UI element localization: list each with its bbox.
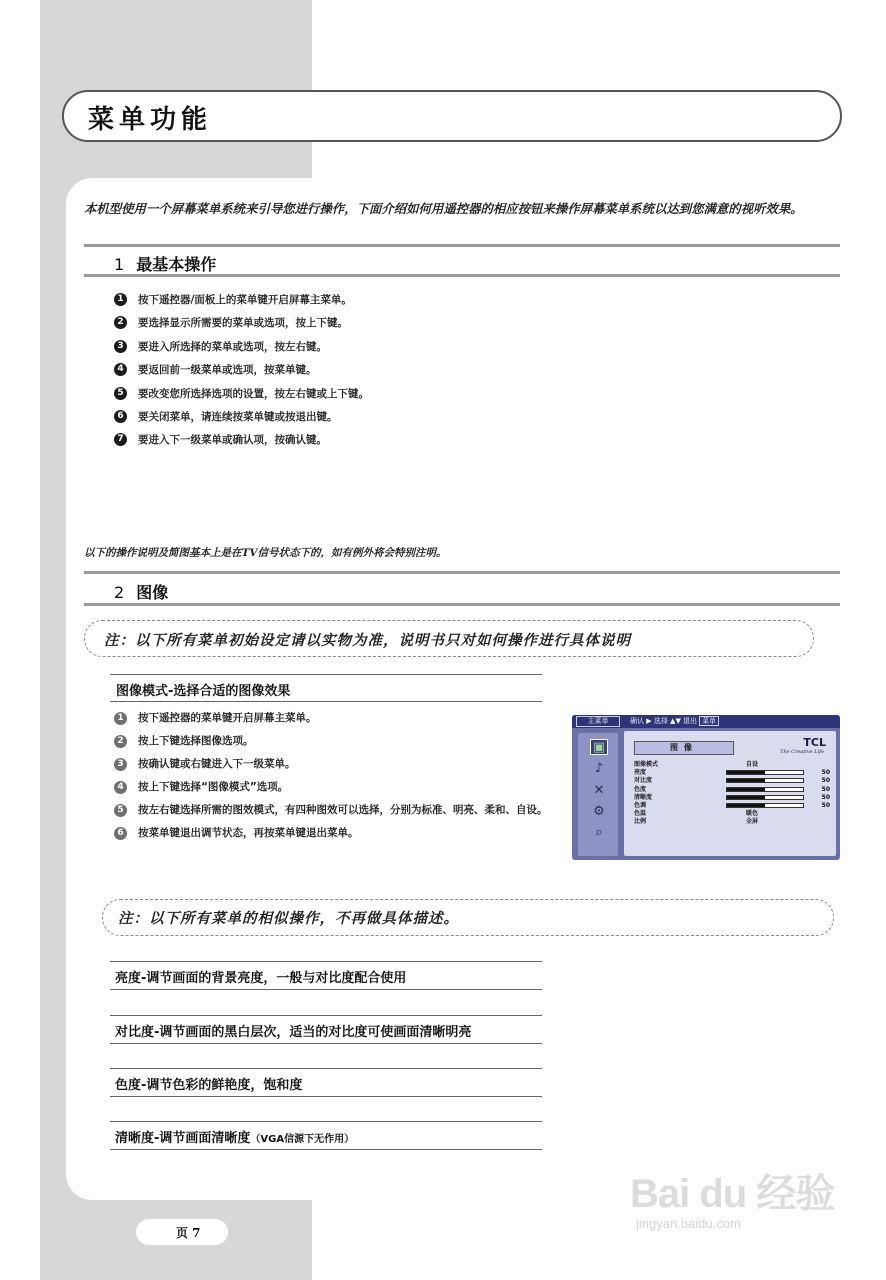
tv-row-slider (726, 770, 804, 775)
list-item: 1 按下遥控器的菜单键开启屏幕主菜单。 (114, 711, 554, 726)
tv-row-slider (726, 795, 804, 800)
list-item: 3 要进入所选择的菜单或选项，按左右键。 (114, 338, 369, 361)
tv-menu-row (634, 810, 830, 817)
tv-menu-header: 图像 (634, 741, 734, 755)
tv-menu-row (634, 761, 830, 768)
note-initial-settings: 注：以下所有菜单初始设定请以实物为准，说明书只对如何操作进行具体说明 (104, 632, 631, 649)
tv-row-slider-fill (727, 779, 765, 782)
tv-row-label: 亮度 (634, 769, 647, 777)
tv-row-label: 比例 (634, 818, 647, 826)
list-item: 1 按下遥控器/面板上的菜单键开启屏幕主菜单。 (114, 291, 369, 314)
page-number: 页 7 (176, 1226, 201, 1240)
tv-row-slider-fill (727, 796, 765, 799)
basic-steps-list (114, 291, 369, 455)
subsection-divider (110, 1121, 542, 1122)
tv-row-label: 清晰度 (634, 793, 653, 801)
item-color: 色度-调节色彩的鲜艳度，饱和度 (115, 1078, 303, 1093)
settings-icon: ⚙ (593, 804, 605, 819)
search-icon: ⌕ (595, 825, 603, 840)
list-item: 7 要进入下一级菜单或确认项，按确认键。 (114, 431, 369, 454)
section-divider (84, 603, 840, 606)
tcl-slogan: The Creative Life (780, 749, 824, 755)
tv-row-label: 对比度 (634, 777, 653, 785)
tv-hint-box: 菜单 (699, 716, 719, 726)
tv-row-value: 50 (821, 777, 830, 785)
signal-note: 以下的操作说明及简图基本上是在TV信号状态下的，如有例外将会特别注明。 (84, 547, 447, 559)
section1-number: 1 (114, 255, 125, 274)
tv-menu-row (634, 794, 830, 801)
tv-menu-row (634, 786, 830, 793)
tv-menu-row (634, 777, 830, 784)
section2-heading (114, 580, 168, 603)
tv-row-slider (726, 803, 804, 808)
subsection-divider (110, 1015, 542, 1016)
note-similar-ops: 注：以下所有菜单的相似操作，不再做具体描述。 (118, 910, 459, 927)
tv-row-option: 暖色 (746, 810, 759, 818)
list-item: 3 按确认键或右键进入下一级菜单。 (114, 757, 554, 772)
tv-row-value: 50 (821, 769, 830, 777)
sound-icon: ♪ (594, 761, 604, 776)
section2-title: 图像 (136, 583, 169, 602)
list-item: 2 按上下键选择图像选项。 (114, 734, 554, 749)
watermark-logo: Bai du 经验 (630, 1172, 835, 1216)
watermark-url: jingyan.baidu.com (636, 1216, 741, 1231)
tv-row-label: 色温 (634, 810, 647, 818)
tv-row-slider (726, 787, 804, 792)
tv-menu-row (634, 802, 830, 809)
tv-main-menu-tab: 主菜单 (576, 716, 620, 727)
tv-row-label: 图像模式 (634, 761, 659, 768)
subsection-divider (110, 701, 542, 702)
section1-title: 最基本操作 (136, 255, 217, 274)
tv-menu-row (634, 818, 830, 825)
tv-row-value: 50 (821, 785, 830, 793)
tv-row-label: 色调 (634, 802, 647, 809)
subsection-divider (110, 674, 542, 675)
tv-menu-panel (624, 731, 836, 856)
tv-row-value: 50 (821, 802, 830, 809)
item-contrast: 对比度-调节画面的黑白层次，适当的对比度可使画面清晰明亮 (115, 1025, 472, 1040)
list-item: 5 按左右键选择所需的图效模式，有四种图效可以选择，分别为标准、明亮、柔和、自设。 (114, 803, 554, 818)
section-divider (84, 571, 840, 574)
section-divider (84, 244, 840, 247)
watermark (630, 1150, 840, 1240)
list-item: 2 要选择显示所需要的菜单或选项，按上下键。 (114, 314, 369, 337)
tv-row-slider-fill (727, 788, 765, 791)
section1-heading (114, 252, 216, 275)
picture-icon: ▣ (590, 739, 608, 755)
page-number-tab (136, 1219, 228, 1245)
sharpness-note: （VGA信源下无作用） (250, 1134, 355, 1145)
list-item: 4 按上下键选择“图像模式”选项。 (114, 780, 554, 795)
tv-menu-sidebar (578, 733, 618, 856)
subsection-divider (110, 1096, 542, 1097)
tv-key-hint: 确认 ▶ 选择 ▲▼ 退出 菜单 (630, 716, 719, 727)
subsection-divider (110, 961, 542, 962)
tv-row-option: 全屏 (746, 818, 759, 826)
section-divider (84, 274, 840, 277)
tv-row-value: 50 (821, 793, 830, 801)
tv-menu-screenshot (572, 715, 840, 860)
subsection-title: 图像模式-选择合适的图像效果 (116, 684, 291, 699)
subsection-divider (110, 1043, 542, 1044)
list-item: 4 要返回前一级菜单或选项，按菜单键。 (114, 361, 369, 384)
intro-text: 本机型使用一个屏幕菜单系统来引导您进行操作，下面介绍如何用遥控器的相应按钮来操作屏幕菜单系统以达到您满意的视听效果。 (84, 201, 803, 216)
tv-row-option: 自设 (746, 761, 759, 768)
list-item: 5 要改变您所选择选项的设置，按左右键或上下键。 (114, 385, 369, 408)
tcl-logo: TCL (803, 736, 826, 749)
picture-steps-list (114, 711, 554, 849)
tv-row-slider (726, 778, 804, 783)
list-item: 6 按菜单键退出调节状态，再按菜单键退出菜单。 (114, 826, 554, 841)
subsection-divider (110, 1149, 542, 1150)
item-brightness: 亮度-调节画面的背景亮度，一般与对比度配合使用 (115, 971, 407, 986)
tv-row-label: 色度 (634, 785, 647, 793)
tv-row-slider-fill (727, 771, 765, 774)
tv-menu-row (634, 769, 830, 776)
subsection-divider (110, 989, 542, 990)
tools-icon: ✕ (593, 783, 605, 798)
section2-number: 2 (114, 583, 125, 602)
page-title: 菜单功能 (88, 105, 213, 135)
tv-row-slider-fill (727, 804, 765, 807)
item-sharpness: 清晰度-调节画面清晰度（VGA信源下无作用） (115, 1131, 355, 1146)
list-item: 6 要关闭菜单，请连续按菜单键或按退出键。 (114, 408, 369, 431)
subsection-divider (110, 1068, 542, 1069)
